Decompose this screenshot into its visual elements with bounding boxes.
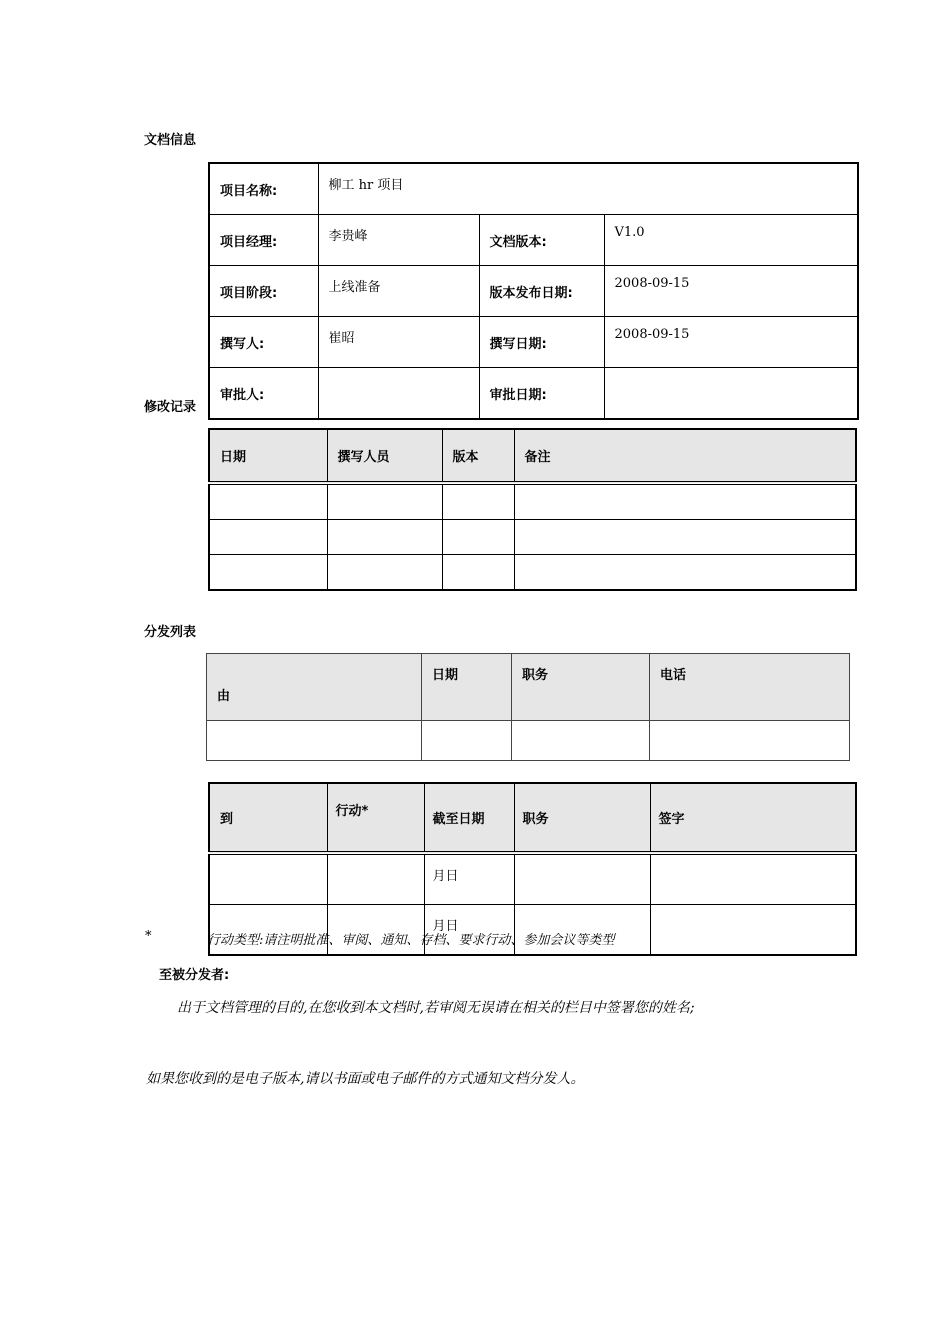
revision-heading: 修改记录 [144,400,197,415]
approve-date-label: 审批日期: [479,368,604,420]
column-header: 日期 [422,654,512,721]
stage-value: 上线准备 [318,266,479,317]
table-cell[interactable] [650,905,856,956]
approve-date-value [604,368,858,420]
column-header: 撰写人员 [327,429,442,483]
table-cell[interactable] [422,721,512,761]
revision-table [208,428,857,591]
table-cell[interactable] [209,483,327,520]
table-header-row [207,654,850,721]
table-cell[interactable] [442,555,514,591]
release-date-label: 版本发布日期: [479,266,604,317]
approver-value [318,368,479,420]
distribution-heading: 分发列表 [144,625,197,640]
table-cell[interactable] [209,520,327,555]
write-date-label: 撰写日期: [479,317,604,368]
table-cell[interactable] [442,520,514,555]
table-cell[interactable] [514,853,650,905]
column-header: 版本 [442,429,514,483]
table-cell[interactable]: 月日 [424,853,514,905]
column-header: 电话 [650,654,850,721]
table-cell[interactable] [327,555,442,591]
column-header: 行动* [327,783,424,853]
column-header: 签字 [650,783,856,853]
table-cell[interactable] [209,555,327,591]
project-name-value: 柳工 hr 项目 [318,163,858,215]
footnote-text: 行动类型:请注明批准、审阅、通知、存档、要求行动、参加会议等类型 [207,933,615,948]
recipients-line-2: 如果您收到的是电子版本,请以书面或电子邮件的方式通知文档分发人。 [146,1071,585,1087]
table-row [209,368,858,420]
table-row [207,721,850,761]
table-row [209,215,858,266]
stage-label: 项目阶段: [209,266,318,317]
table-header-row [209,783,856,853]
column-header: 到 [209,783,327,853]
table-row [209,555,856,591]
table-cell[interactable] [650,721,850,761]
recipients-title: 至被分发者: [159,968,230,983]
column-header: 职务 [512,654,650,721]
table-row [209,266,858,317]
column-header: 日期 [209,429,327,483]
recipients-line-1: 出于文档管理的目的,在您收到本文档时,若审阅无误请在相关的栏目中签署您的姓名; [177,1000,695,1016]
table-row [209,520,856,555]
footnote-marker: * [145,929,152,944]
write-date-value: 2008-09-15 [604,317,858,368]
column-header: 截至日期 [424,783,514,853]
table-cell[interactable] [514,555,856,591]
table-row [209,317,858,368]
release-date-value: 2008-09-15 [604,266,858,317]
table-cell[interactable] [514,483,856,520]
author-value: 崔昭 [318,317,479,368]
table-header-row [209,429,856,483]
table-cell[interactable] [650,853,856,905]
manager-value: 李贵峰 [318,215,479,266]
table-row [209,483,856,520]
table-cell[interactable] [512,721,650,761]
distribution-from-table [206,653,850,761]
manager-label: 项目经理: [209,215,318,266]
table-row [209,163,858,215]
table-cell[interactable] [327,483,442,520]
author-label: 撰写人: [209,317,318,368]
table-cell[interactable] [327,520,442,555]
column-header: 由 [207,654,422,721]
table-cell[interactable] [207,721,422,761]
table-cell[interactable] [327,853,424,905]
doc-info-heading: 文档信息 [144,133,197,148]
version-value: V1.0 [604,215,858,266]
table-row [209,853,856,905]
table-cell[interactable] [209,853,327,905]
table-cell[interactable] [442,483,514,520]
column-header: 备注 [514,429,856,483]
table-cell[interactable]: 月日 [424,905,514,956]
table-cell[interactable] [514,520,856,555]
version-label: 文档版本: [479,215,604,266]
column-header: 职务 [514,783,650,853]
doc-info-table [208,162,859,420]
project-name-label: 项目名称: [209,163,318,215]
approver-label: 审批人: [209,368,318,420]
